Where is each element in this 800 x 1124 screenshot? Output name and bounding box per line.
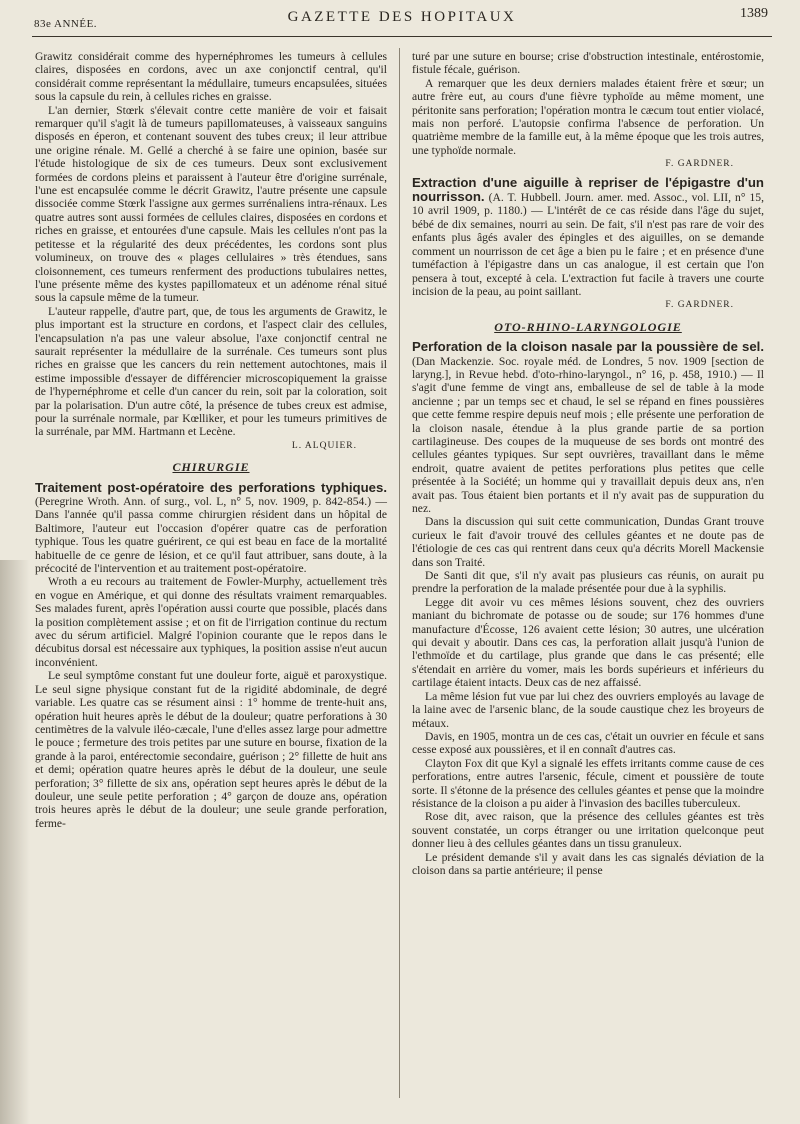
page-number: 1389	[740, 6, 768, 21]
author-signature: L. ALQUIER.	[291, 440, 357, 451]
paragraph: Dans la discussion qui suit cette communication, Dundas Grant trouve curieux le fait d'avoir trouvé des cellules géantes et ne doute pas de l'étiologie de ces cas qui rentrent dans ceux qu'a décrits Morell Mackensie dans son Traité.	[412, 515, 764, 569]
author-signature: F. GARDNER.	[665, 159, 734, 170]
article-reference: (Peregrine Wroth. Ann. of surg., vol. L, n° 5, nov. 1909, p. 842-854.) — Dans l'année qu'il passa comme chirurgien résident dans un hôpital de Baltimore, l'auteur eut l'occasion d'opérer quatre cas de perforation typhique. Tous les quatre guérirent, ce qui est beau en face de la mortalité habituelle de ce genre de lésion, et ce qu'il faut attribuer, sans doute, à la précocité de l'intervention et au traitement post-opératoire.	[35, 495, 387, 576]
volume-label: 83e ANNÉE.	[34, 18, 98, 30]
left-column	[35, 50, 387, 830]
paragraph: turé par une suture en bourse; crise d'obstruction intestinale, entérostomie, fistule fécale, guérison.	[412, 50, 764, 77]
paragraph: Rose dit, avec raison, que la présence des cellules géantes est très souvent constatée, un corps étranger ou une irritation quelconque peut donner lieu à des cellules géantes dans un tissu granuleux.	[412, 810, 764, 851]
paragraph: Le président demande s'il y avait dans les cas signalés déviation de la cloison dans sa partie antérieure; il pense	[412, 850, 764, 877]
article-title: Traitement post-opératoire des perforations typhiques.	[35, 479, 387, 495]
author-signature: F. GARDNER.	[665, 300, 734, 311]
section-heading: CHIRURGIE	[172, 460, 250, 475]
scan-shadow	[0, 560, 30, 1124]
paragraph: L'auteur rappelle, d'autre part, que, de tous les arguments de Grawitz, le plus important est la structure en cordons, et l'aspect clair des cellules, l'encapsulation n'a pas une valeur absolue, l'axe conjonctif central ne saurait représenter la médullaire de la surrénale. Ces tumeurs sont plus riches en graisse que les cancers du rein nettement autochtones, mais il estime impossible d'essayer de différencier microscopiquement la graisse de l'hypernéphrome et celle d'un cancer du rein, soit par la coloration, soit par la polarisation. D'un autre côté, la présence de tubes creux est admise, pour la surrénale normale, par Kœlliker, et pour les tumeurs primitives de la surrénale, par MM. Hartmann et Lecène.	[35, 304, 387, 439]
paragraph: De Santi dit que, s'il n'y avait pas plusieurs cas réunis, on aurait pu prendre la perforation de la malade présentée pour due à la syphilis.	[412, 569, 764, 596]
article-reference: (A. T. Hubbell. Journ. amer. med. Assoc., vol. LII, n° 15, 10 avril 1909, p. 1180.) — L'intérêt de ce cas réside dans l'âge du sujet, bébé de dix semaines, nourri au sein. De fait, s'il n'est pas rare de voir des enfants plus âgés avaler des épingles et des aiguilles, on se demande comment un nourrisson de cet âge a bien pu le faire ; et en présence d'une tuméfaction à l'épigastre dans un cas analogue, il est certain que l'on pensera à tout, excepté à cela. L'extraction fut facile à travers une courte incision de la peau, au point saillant.	[412, 191, 765, 298]
article-reference: (Dan Mackenzie. Soc. royale méd. de Londres, 5 nov. 1909 [section de laryng.], in Revue hebd. d'oto-rhino-laryngol., n° 16, p. 458, 1910.) — Il s'agit d'une femme de vingt ans, emballeuse de sel de table à la mode ancienne ; par un temps sec et chaud, le sel se répand en fines poussières que cette femme respire depuis neuf mois ; elle présente une perforation de la cloison nasale, étendue à la plus grande partie de sa portion cartilagineuse. Des coupes de la muqueuse de ses bords ont montré des cellules géantes typiques. Sur sept ouvrières, travaillant dans le même endroit, quatre avaient de petites perforations plus petites que celle présentée à la Société; un homme qui y travaillait depuis deux ans, n'en avait pas. Tous étaient bien portants et il n'y avait pas de suppuration du nez.	[412, 354, 764, 515]
section-heading: OTO-RHINO-LARYNGOLOGIE	[494, 319, 682, 334]
column-divider	[399, 48, 400, 1098]
paragraph: Le seul symptôme constant fut une douleur forte, aiguë et paroxystique. Le seul signe physique constant fut de la rigidité abdominale, de degré variable. Les quatre cas se résument ainsi : 1° homme de trente-huit ans, opération huit heures après le début de la douleur; quatre perforations à 30 centimètres de la valvule iléo-cæcale, l'une d'elles assez large pour admettre le pouce ; fermeture des trois petites par une suture en bourse, fixation de la grande à la paroi, entérectomie secondaire, guérison ; 2° fillette de huit ans et demi; opération quatre heures après le début de la douleur, une seule perforation; 3° fillette de six ans, opération sept heures après le début de la douleur, une seule petite perforation ; 4° garçon de douze ans, opération trois heures après le début de la douleur; une seule grande perforation, ferme-	[35, 669, 387, 830]
journal-title: GAZETTE DES HOPITAUX	[287, 9, 517, 25]
paragraph: Clayton Fox dit que Kyl a signalé les effets irritants comme cause de ces perforations, entre autres l'arsenic, fécule, ciment et poussière de toute sorte. Il s'étonne de la présence des cellules géantes et pense que la moindre résistance de la cloison a pu aider à l'invasion des bacilles tuberculeux.	[412, 756, 764, 810]
paragraph: Wroth a eu recours au traitement de Fowler-Murphy, actuellement très en vogue en Amérique, et qui donne des résultats vraiment remarquables. Ses malades furent, après l'opération aussi courte que possible, placés dans la position complètement assise ; et on fit de l'irrigation continue du rectum avec du sérum artificiel. Malgré l'opinion courante que le repos dans le décubitus dorsal est nécessaire aux typhiques, la position assise n'eut aucun inconvénient.	[35, 575, 387, 669]
paragraph: L'an dernier, Stœrk s'élevait contre cette manière de voir et faisait remarquer qu'il s'agit là de tumeurs papillomateuses, à vaisseaux sanguins disposés en éperon, et contenant souvent des tubes creux; il leur attribue une origine rénale. M. Gellé a cherché à se faire une opinion, basée sur l'étude histologique de six de ces tumeurs. Deux sont exclusivement formées de cordons pleins et paraissent à l'auteur être d'origine surrénale, l'une est encapsulée comme le décrit Grawitz, l'autre présente une capsule dissociée comme Stœrk l'assigne aux germes surrénaliens intra-rénaux. Les quatre autres sont aussi formées de cellules claires, disposées en cordons et riches en graisse, et entourées d'une capsule. Mais les cellules n'ont pas la petitesse et la régularité des deux précédentes, les cordons sont plus volumineux, on trouve des « plages cellulaires » très étendues, sans cloisonnement, ces tumeurs renferment des productions tubulaires nettes, l'une présente même des kystes papillomateux et un adénome rénal situé sous la capsule même de la tumeur.	[35, 103, 387, 305]
paragraph: Legge dit avoir vu ces mêmes lésions souvent, chez des ouvriers maniant du bichromate de potasse ou de soude; sur 176 hommes d'une manufacture d'Écosse, 126 avaient cette lésion; 30 autres, une ulcération qui devait y aboutir. Dans ces cas, la perforation allait jusqu'à l'union de l'ethmoïde et du cartilage, plus grande que dans le cas présenté; elle s'étendait en arrière du vomer, mais les bords supérieurs et inférieurs du cartilage étaient intacts. Deux cas de nez affaissé.	[412, 595, 764, 690]
page-header	[32, 6, 772, 37]
paragraph: Davis, en 1905, montra un de ces cas, c'était un ouvrier en fécule et sans cesse exposé aux poussières, et il en connaît d'autres cas.	[412, 729, 764, 757]
article-title: Perforation de la cloison nasale par la poussière de sel.	[412, 339, 764, 355]
right-column	[412, 50, 764, 877]
paragraph: A remarquer que les deux derniers malades étaient frère et sœur; un autre frère eut, au cours d'une fièvre typhoïde au même moment, une péritonite sans perforation; l'opération montra le cæcum tout entier violacé, mais non perforé. L'autopsie confirma l'absence de perforation. Un quatrième membre de la famille eut, à la même époque que les trois autres, une typhoïde normale.	[412, 76, 764, 157]
paragraph: Grawitz considérait comme des hypernéphromes les tumeurs à cellules claires, disposées en cordons, avec un axe conjonctif central, qu'il considérait comme représentant la médullaire, tumeurs encapsulées, situées sous la capsule du rein, à cellules riches en graisse.	[35, 50, 387, 104]
article-title: Extraction d'une aiguille à repriser de l'épigastre d'un nourrisson.	[412, 174, 764, 205]
paragraph: La même lésion fut vue par lui chez des ouvriers employés au lavage de la laine avec de l'arsenic blanc, de la soude caustique chez les broyeurs de métaux.	[412, 689, 764, 730]
